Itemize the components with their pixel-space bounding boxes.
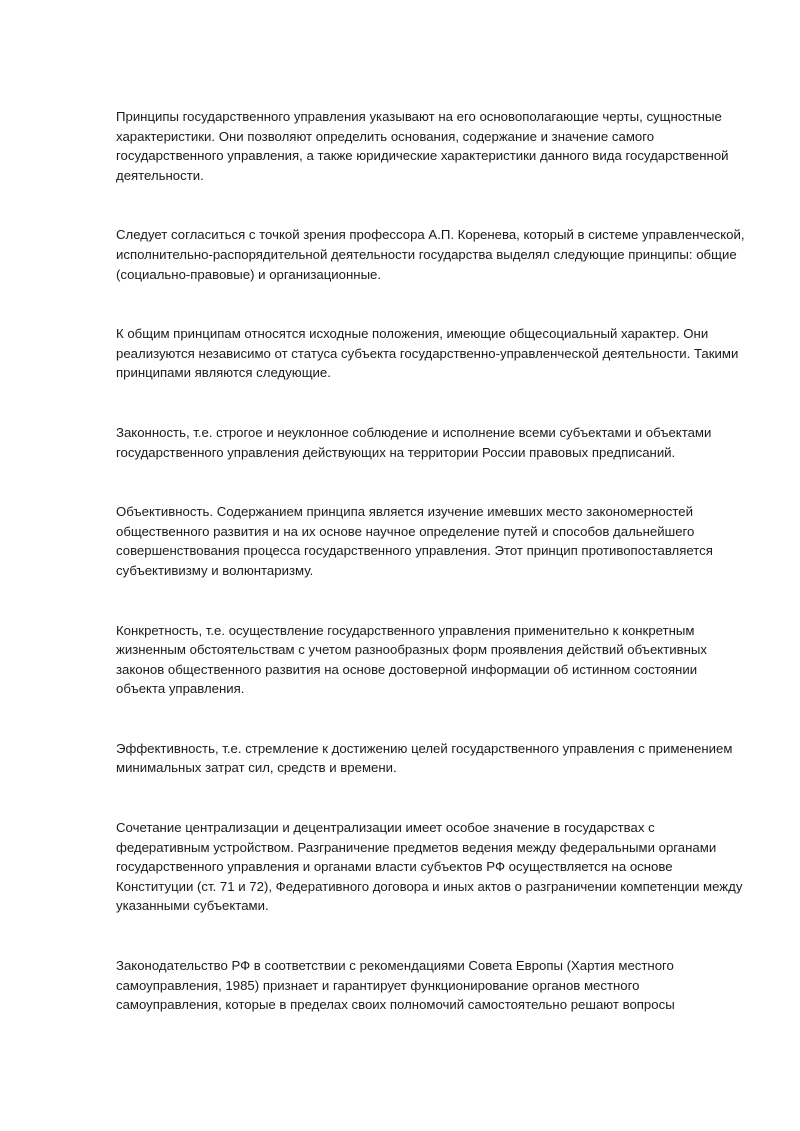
paragraph-principles-intro: Принципы государственного управления указывают на его основополагающие черты, сущностные характеристики. Они позволяют определить основания, содержание и значение самого государственного управления, а также юридические характеристики данного вида государственной деятельности. bbox=[116, 109, 729, 183]
paragraph-legislation: Законодательство РФ в соответствии с рекомендациями Совета Европы (Хартия местного самоуправления, 1985) признает и гарантирует функционирование органов местного самоуправления, которые в пределах своих полномочий самостоятельно решают вопросы bbox=[116, 958, 675, 1013]
paragraph-general-principles: К общим принципам относятся исходные положения, имеющие общесоциальный характер. Они реализуются независимо от статуса субъекта государственно-управленческой деятельности. Такими принципами являются следующие. bbox=[116, 326, 739, 381]
document-page bbox=[116, 107, 746, 1055]
paragraph-centralization: Сочетание централизации и децентрализации имеет особое значение в государствах с федеративным устройством. Разграничение предметов ведения между федеральными органами государственного управления и органами власти субъектов РФ осуществляется на основе Конституции (ст. 71 и 72), Федеративного договора и иных актов о разграничении компетенции между указанными субъектами. bbox=[116, 820, 743, 914]
paragraph-concreteness: Конкретность, т.е. осуществление государственного управления применительно к конкретным жизненным обстоятельствам с учетом разнообразных форм проявления действий объективных законов общественного развития на основе достоверной информации об истинном состоянии объекта управления. bbox=[116, 622, 707, 697]
paragraph-efficiency: Эффективность, т.е. стремление к достижению целей государственного управления с применением минимальных затрат сил, средств и времени. bbox=[116, 740, 733, 776]
paragraph-legality: Законность, т.е. строгое и неуклонное соблюдение и исполнение всеми субъектами и объектами государственного управления действующих на территории России правовых предписаний. bbox=[116, 424, 712, 460]
paragraph-korenev-view: Следует согласиться с точкой зрения профессора А.П. Коренева, который в системе управленческой, исполнительно-распорядительной деятельности государства выделял следующие принципы: общие (социально-правовые) и организационные. bbox=[116, 227, 745, 282]
paragraph-objectivity: Объективность. Содержанием принципа является изучение имевших место закономерностей общественного развития и на их основе научное определение путей и способов дальнейшего совершенствования процесса государственного управления. Этот принцип противопоставляется субъективизму и волюнтаризму. bbox=[116, 504, 713, 578]
